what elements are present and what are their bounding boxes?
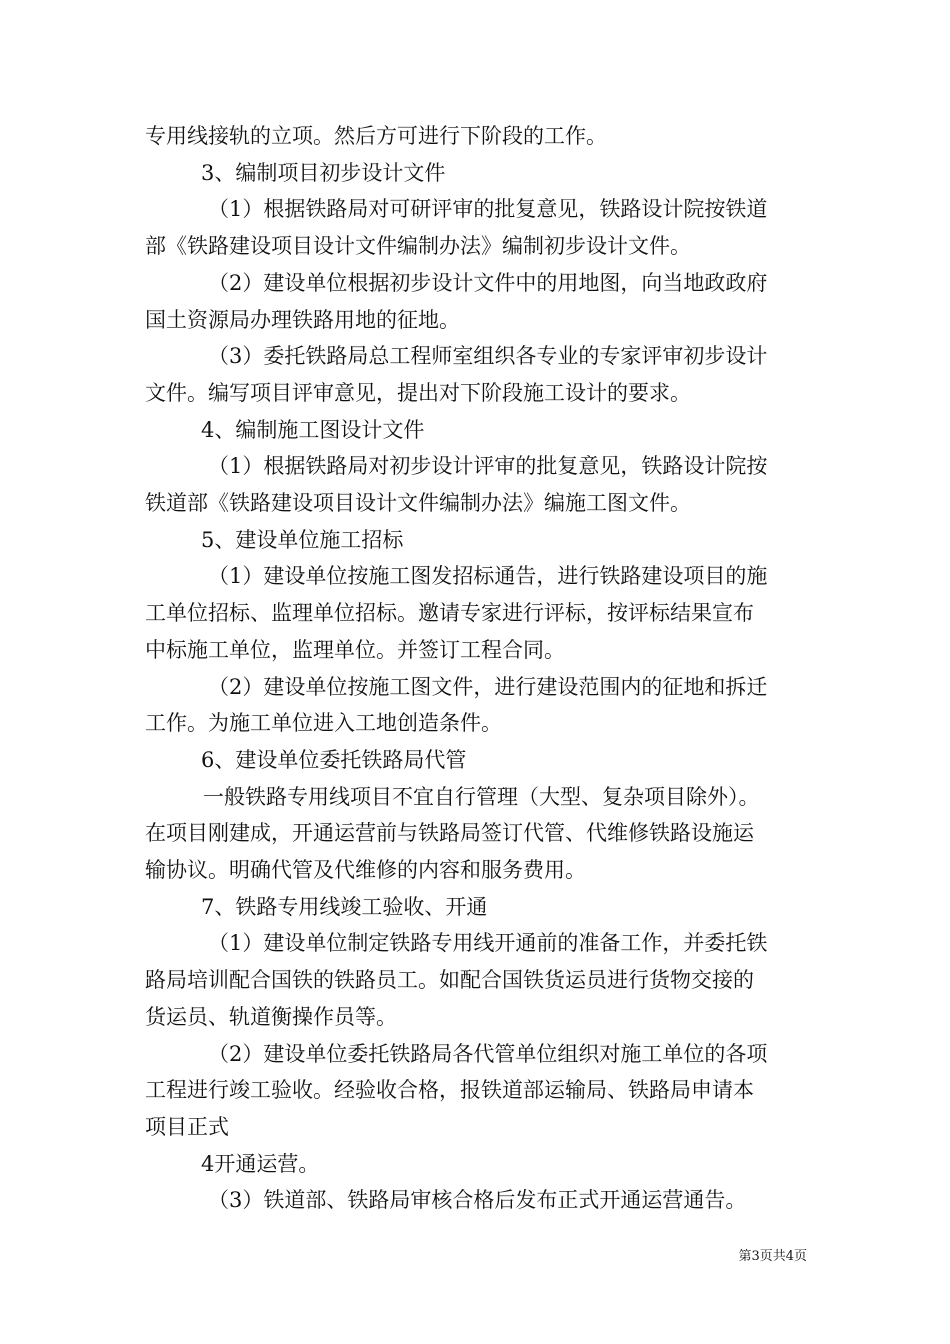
section-heading-6: 6、建设单位委托铁路局代管: [201, 747, 467, 772]
paragraph-line: 输协议。明确代管及代维修的内容和服务费用。: [145, 858, 586, 883]
paragraph-line: 货运员、轨道衡操作员等。: [145, 1004, 397, 1029]
paragraph-line: 4开通运营。: [201, 1151, 320, 1176]
page-number: 第3页共4页: [738, 1249, 807, 1264]
paragraph-line: 工作。为施工单位进入工地创造条件。: [145, 711, 502, 736]
paragraph-line: 路局培训配合国铁的铁路员工。如配合国铁货运员进行货物交接的: [145, 968, 754, 993]
paragraph-line: 铁道部《铁路建设项目设计文件编制办法》编施工图文件。: [145, 491, 691, 516]
document-body: [145, 118, 809, 1219]
paragraph-line: （2）建设单位根据初步设计文件中的用地图，向当地政政府: [208, 270, 768, 295]
paragraph-line: 一般铁路专用线项目不宜自行管理（大型、复杂项目除外）。: [203, 784, 760, 809]
paragraph-line: （2）建设单位按施工图文件，进行建设范围内的征地和拆迁: [208, 674, 768, 699]
paragraph-line: （3）铁道部、铁路局审核合格后发布正式开通运营通告。: [208, 1188, 747, 1213]
paragraph-line: 项目正式: [145, 1114, 229, 1139]
section-heading-5: 5、建设单位施工招标: [201, 527, 404, 552]
paragraph-line: （1）根据铁路局对初步设计评审的批复意见，铁路设计院按: [208, 454, 768, 479]
paragraph-line: 国土资源局办理铁路用地的征地。: [145, 307, 460, 332]
paragraph-line: （1）建设单位按施工图发招标通告，进行铁路建设项目的施: [208, 564, 768, 589]
paragraph-line: 文件。编写项目评审意见，提出对下阶段施工设计的要求。: [145, 380, 691, 405]
paragraph-line: 部《铁路建设项目设计文件编制办法》编制初步设计文件。: [145, 234, 691, 259]
paragraph-line: 中标施工单位，监理单位。并签订工程合同。: [145, 637, 565, 662]
paragraph-line: 专用线接轨的立项。然后方可进行下阶段的工作。: [145, 124, 607, 148]
section-heading-4: 4、编制施工图设计文件: [201, 417, 425, 442]
paragraph-line: 工单位招标、监理单位招标。邀请专家进行评标，按评标结果宣布: [145, 601, 754, 626]
paragraph-line: 在项目刚建成，开通运营前与铁路局签订代管、代维修铁路设施运: [145, 821, 754, 846]
paragraph-line: （2）建设单位委托铁路局各代管单位组织对施工单位的各项: [208, 1041, 768, 1066]
paragraph-line: 工程进行竣工验收。经验收合格，报铁道部运输局、铁路局申请本: [145, 1078, 754, 1103]
paragraph-line: （1）建设单位制定铁路专用线开通前的准备工作，并委托铁: [208, 931, 768, 956]
section-heading-7: 7、铁路专用线竣工验收、开通: [201, 894, 488, 919]
paragraph-line: （3）委托铁路局总工程师室组织各专业的专家评审初步设计: [208, 344, 768, 369]
paragraph-line: （1）根据铁路局对可研评审的批复意见，铁路设计院按铁道: [208, 197, 768, 222]
section-heading-3: 3、编制项目初步设计文件: [201, 160, 446, 185]
